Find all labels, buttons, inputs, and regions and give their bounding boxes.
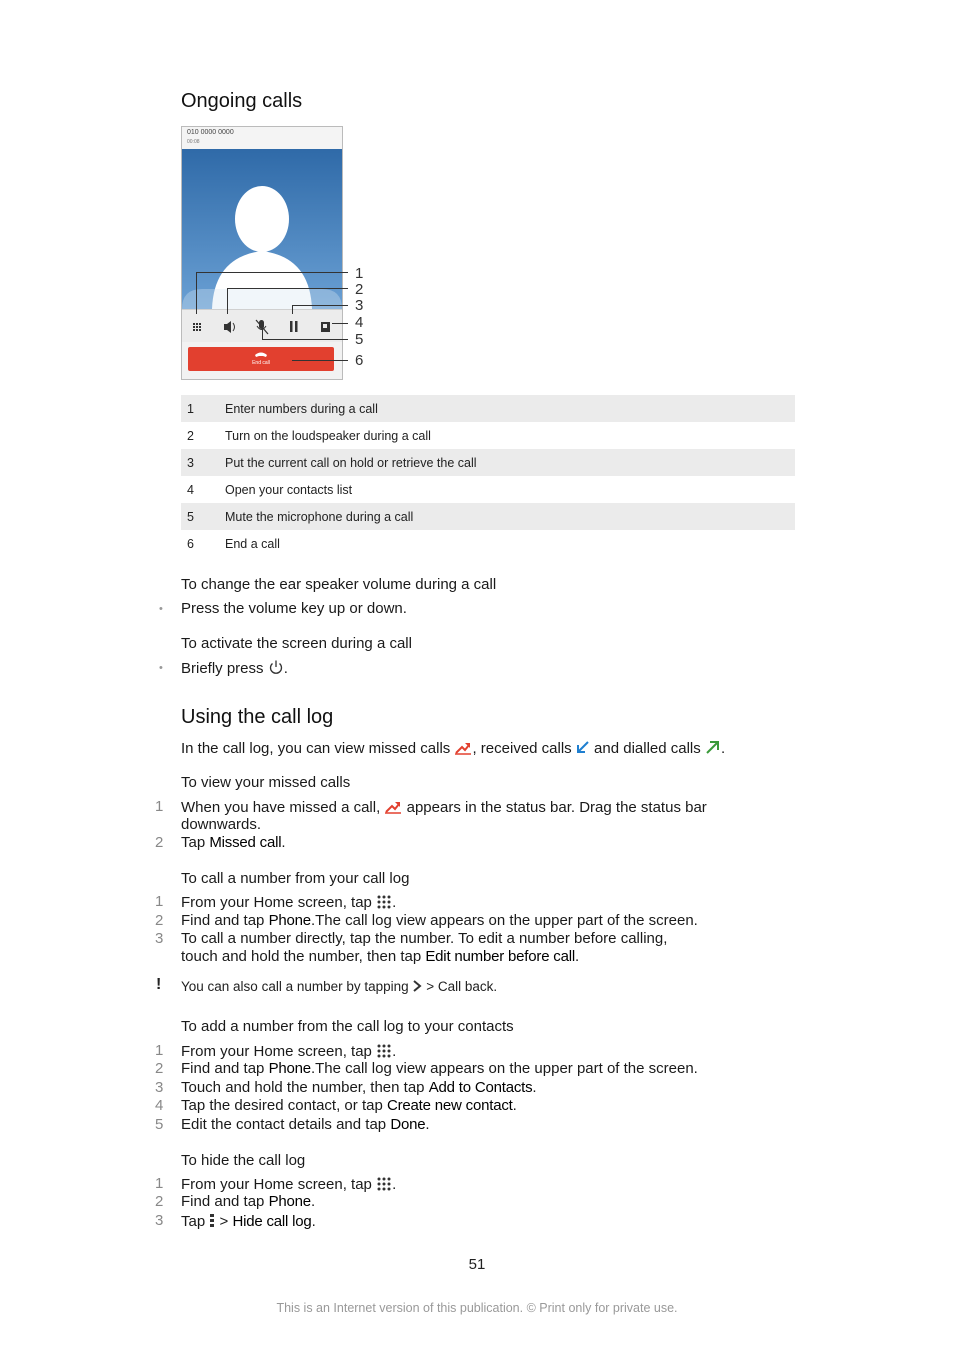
phone-screenshot	[181, 126, 343, 380]
tip-exclamation-icon: !	[156, 976, 162, 993]
step-text: Briefly press	[181, 660, 264, 677]
callout-line-3-v	[292, 305, 293, 314]
step-number: 1	[155, 1042, 164, 1059]
row-number: 3	[187, 456, 194, 470]
intro-text: .	[720, 740, 726, 757]
table-row	[181, 395, 795, 422]
hold-icon	[290, 321, 298, 332]
step-callnum-3: To call a number directly, tap the number. To edit a number before calling,	[181, 930, 668, 947]
step-missed-1	[181, 798, 707, 817]
table-row	[181, 503, 795, 530]
ui-term: Create new contact	[386, 1097, 513, 1114]
step-number: 5	[155, 1116, 164, 1133]
callout-number-5: 5	[355, 331, 364, 348]
received-call-icon	[576, 739, 590, 755]
row-description: Enter numbers during a call	[225, 402, 378, 416]
step-number: 4	[155, 1097, 164, 1114]
apps-grid-icon	[376, 1175, 392, 1191]
step-callnum-1	[181, 893, 396, 912]
task-title-call-number: To call a number from your call log	[181, 870, 410, 887]
apps-grid-icon	[376, 893, 392, 909]
step-text: .	[392, 894, 397, 911]
step-hide-3	[181, 1212, 316, 1231]
callout-number-6: 6	[355, 352, 364, 369]
callout-legend-table	[181, 395, 795, 557]
step-number: 2	[155, 834, 164, 851]
section-title-ongoing-calls: Ongoing calls	[181, 90, 303, 112]
step-text: .	[512, 1097, 517, 1114]
callout-line-5	[262, 339, 348, 340]
page-number: 51	[468, 1256, 486, 1273]
callout-number-1: 1	[355, 265, 364, 282]
step-number: 1	[155, 1175, 164, 1192]
step-ear-volume: Press the volume key up or down.	[181, 600, 407, 617]
intro-text: and dialled calls	[594, 740, 701, 757]
step-addnum-1	[181, 1042, 396, 1061]
callout-line-3	[292, 305, 348, 306]
callout-line-6	[292, 360, 348, 361]
step-addnum-4	[181, 1097, 517, 1115]
step-text: .	[310, 1193, 316, 1210]
task-title-hide-call-log: To hide the call log	[181, 1152, 306, 1169]
callout-line-2	[227, 288, 348, 289]
row-number: 5	[187, 510, 194, 524]
note-text: > Call back.	[426, 979, 498, 994]
step-text: Touch and hold the number, then tap	[181, 1079, 425, 1096]
step-text: touch and hold the number, then tap	[181, 948, 422, 965]
note-text: You can also call a number by tapping	[181, 979, 409, 994]
table-row	[181, 449, 795, 476]
speaker-icon	[224, 321, 235, 333]
intro-text: , received calls	[472, 740, 572, 757]
more-options-icon	[209, 1212, 215, 1228]
step-number: 2	[155, 1060, 164, 1077]
step-text: .	[392, 1176, 397, 1193]
step-number: 3	[155, 930, 164, 947]
tip-note	[181, 979, 497, 995]
step-addnum-2	[181, 1060, 698, 1078]
ui-term: Edit number before call	[425, 948, 576, 965]
step-number: 1	[155, 798, 164, 815]
step-text: From your Home screen, tap	[181, 1043, 372, 1060]
callout-line-4	[332, 323, 348, 324]
call-timer: 00:08	[187, 139, 200, 145]
row-description: Open your contacts list	[225, 483, 353, 497]
contact-silhouette-icon	[182, 149, 342, 309]
dialpad-icon	[193, 323, 201, 331]
step-missed-1-cont: downwards.	[181, 816, 262, 833]
section-title-using-call-log: Using the call log	[181, 706, 334, 728]
apps-grid-icon	[376, 1042, 392, 1058]
step-hide-2	[181, 1193, 315, 1211]
step-text: .The call log view appears on the upper part of the screen.	[310, 1060, 698, 1077]
step-text: Tap	[181, 1213, 206, 1230]
ui-term: Phone	[268, 1060, 311, 1077]
row-number: 2	[187, 429, 194, 443]
step-text: Tap the desired contact, or tap	[181, 1097, 383, 1114]
step-text: Edit the contact details and tap	[181, 1116, 387, 1133]
step-number: 1	[155, 893, 164, 910]
row-description: Mute the microphone during a call	[225, 510, 414, 524]
row-number: 4	[187, 483, 194, 497]
task-title-ear-volume: To change the ear speaker volume during a call	[181, 576, 497, 593]
missed-call-icon	[454, 739, 472, 755]
contact-picture-area	[182, 149, 342, 309]
step-text: .	[425, 1116, 430, 1133]
task-title-add-number: To add a number from the call log to your contacts	[181, 1018, 514, 1035]
ui-term: Phone	[268, 1193, 311, 1210]
ui-term: Add to Contacts	[428, 1079, 533, 1096]
step-callnum-3-cont	[181, 948, 579, 966]
step-missed-2	[181, 834, 286, 852]
footer-notice: This is an Internet version of this publication. © Print only for private use.	[276, 1301, 678, 1315]
ui-term: Hide call log	[232, 1213, 312, 1230]
ui-term: Missed call	[209, 834, 282, 851]
step-activate-screen	[181, 659, 288, 678]
table-row	[181, 422, 795, 449]
power-icon	[268, 659, 284, 675]
phone-number: 010 0000 0000	[187, 129, 234, 136]
callout-line-2-v	[227, 288, 228, 314]
callout-number-4: 4	[355, 314, 364, 331]
dialled-call-icon	[705, 739, 721, 755]
bullet: •	[159, 662, 163, 674]
end-call-button[interactable]	[188, 347, 334, 371]
step-text: Find and tap	[181, 912, 265, 929]
step-text: appears in the status bar. Drag the status bar	[406, 799, 707, 816]
step-number: 3	[155, 1079, 164, 1096]
step-addnum-5	[181, 1116, 430, 1134]
step-number: 2	[155, 1193, 164, 1210]
end-call-label: End call	[252, 360, 270, 366]
task-title-missed-calls: To view your missed calls	[181, 774, 351, 791]
step-text: From your Home screen, tap	[181, 1176, 372, 1193]
bullet: •	[159, 603, 163, 615]
row-description: Put the current call on hold or retrieve the call	[225, 456, 477, 470]
step-text: .	[281, 834, 286, 851]
step-text: Find and tap	[181, 1060, 265, 1077]
row-description: Turn on the loudspeaker during a call	[225, 429, 431, 443]
step-text: Tap	[181, 834, 206, 851]
step-text: .	[575, 948, 580, 965]
step-text: When you have missed a call,	[181, 799, 381, 816]
step-callnum-2	[181, 912, 698, 930]
step-text: >	[219, 1213, 229, 1230]
ui-term: Done	[390, 1116, 426, 1133]
chevron-right-icon	[412, 979, 422, 993]
step-number: 2	[155, 912, 164, 929]
row-number: 6	[187, 537, 194, 551]
callout-number-3: 3	[355, 297, 364, 314]
step-number: 3	[155, 1212, 164, 1229]
phone-header	[182, 127, 342, 150]
table-row	[181, 530, 795, 557]
table-row	[181, 476, 795, 503]
step-addnum-3	[181, 1079, 537, 1097]
step-text: .	[392, 1043, 397, 1060]
callout-line-5-v	[262, 328, 263, 339]
contacts-icon	[321, 322, 330, 332]
missed-call-icon	[384, 798, 402, 814]
call-log-intro	[181, 739, 725, 758]
step-text: .	[283, 660, 288, 677]
callout-number-2: 2	[355, 281, 364, 298]
step-text: Find and tap	[181, 1193, 265, 1210]
row-number: 1	[187, 402, 194, 416]
task-title-activate-screen: To activate the screen during a call	[181, 635, 412, 652]
end-call-icon	[255, 353, 267, 358]
callout-line-1	[196, 272, 348, 273]
step-text: .	[532, 1079, 537, 1096]
ui-term: Phone	[268, 912, 311, 929]
intro-text: In the call log, you can view missed calls	[181, 740, 451, 757]
step-text: From your Home screen, tap	[181, 894, 372, 911]
step-text: .The call log view appears on the upper part of the screen.	[310, 912, 698, 929]
row-description: End a call	[225, 537, 280, 551]
step-text: .	[311, 1213, 316, 1230]
callout-line-1-v	[196, 272, 197, 314]
step-hide-1	[181, 1175, 396, 1194]
